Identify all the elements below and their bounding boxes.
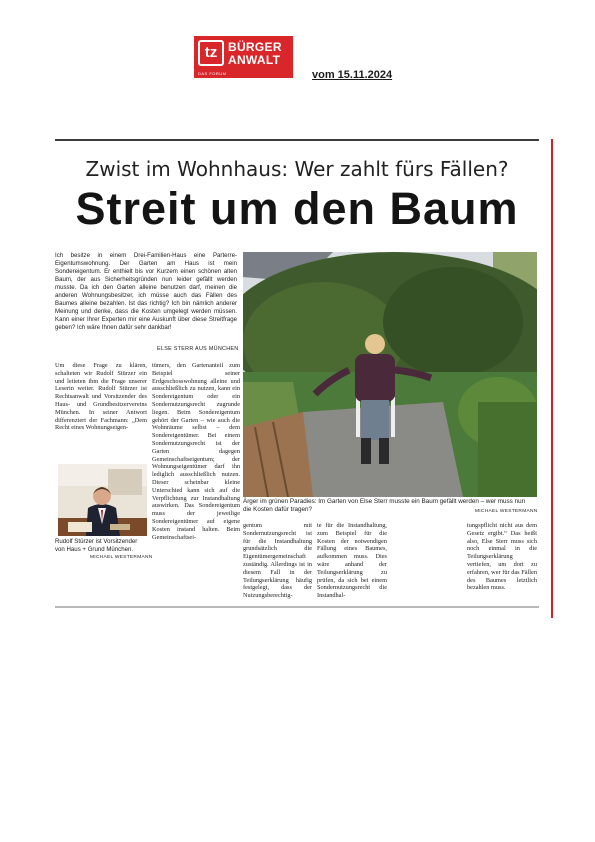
buergeranwalt-logo [194,36,293,78]
garden-photo-credit: MICHAEL WESTERMANN [475,509,538,514]
article-column-3: gentum mit Sondernutzungsrecht ist für die Instandhaltung grundsätzlich die Eigentümergemeinschaft zuständig. Allerdings ist in diesem Fall in der Teilungserklärung häufig festgelegt, dass der Nutzungsberechtig- [243,522,312,600]
article-column-2: tümers, den Gartenanteil zum Beispiel seiner Erdgeschosswohnung alleine und ausschließlich zu nutzen, kann ein Sondereigentum oder ein Sondernutzungsrecht zugrunde liegen. Beim Sondereigentum gehört der Garten – wie auch die Wohnräume selbst – dem Sondereigentümer. Bei einem Sondernutzungsrecht ist der Garten dagegen Gemeinschaftseigentum; der Wohnungseigentümer darf ihn lediglich ausschließlich nutzen. Dieser scheinbar kleine Unterschied kann sich auf die Verpflichtung zur Instandhaltung auswirken. Das Sondereigentum muss der jeweilige Sondereigentümer auf eigene Kosten instand halten. Beim Gemeinschaftsei- [152,362,240,541]
tz-logo-mark: tz [198,40,224,66]
portrait-photo-credit: MICHAEL WESTERMANN [90,555,153,560]
article-column-4: te für die Instandhaltung, zum Beispiel für die Kosten der notwendigen Fällung eines Baumes, aufkommen muss. Dies wäre anhand der Teilungserklärung zu prüfen, da sich bei einem Sondernutzungsrecht die Instandhal- [317,522,387,600]
question-author: ELSE STERR AUS MÜNCHEN [157,346,239,352]
article-headline: Streit um den Baum [75,183,519,234]
margin-red-line [551,139,553,618]
article-kicker: Zwist im Wohnhaus: Wer zahlt fürs Fällen? [85,157,509,181]
reader-question: Ich besitze in einem Drei-Familien-Haus eine Parterre-Eigentumswohnung. Der Garten am Haus ist mein Sondereigentum. Er enthielt bis vor Kurzem einen schönen alten Baum, der aus Sicherheitsgründen nun leider gefällt werden musste. Da ich den Garten alleine benutzen darf, meinen die anderen Wohnungsbesitzer, ich müsse auch das Fällen des Baumes alleine bezahlen. Ist das richtig? Ich bin nämlich anderer Meinung und denke, dass die Kosten umgelegt werden müssen. Kann einer Ihrer Experten mir eine Auskunft über diese Streitfrage geben? Ich wäre Ihnen dafür sehr dankbar! [55,252,237,331]
publication-date: vom 15.11.2024 [312,69,393,81]
portrait-caption: Rudolf Stürzer ist Vorsitzender von Haus + Grund München. [55,538,138,553]
bottom-rule [55,606,539,608]
logo-line-2: ANWALT [228,53,281,67]
top-rule [55,139,539,141]
logo-subline: DAS FORUM [198,71,227,76]
newspaper-clipping [55,139,539,609]
logo-line-1: BÜRGER [228,40,282,54]
garden-photo [243,252,537,497]
article-column-1: Um diese Frage zu klären, schalteten wir Rudolf Stürzer ein und leiteten ihm die Frage unserer Leserin weiter. Rudolf Stürzer ist Rechtsanwalt und Vorsitzender des Haus- und Grundbesitzervereins München. In seiner Antwort differenziert der Fachmann: „Dem Recht eines Wohnungseigen- [55,362,147,432]
article-column-5: tungspflicht nicht aus dem Gesetz ergibt.“ Das heißt also, Else Sterr muss sich noch einmal in die Teilungserklärung vertiefen, um dort zu erfahren, wer für das Fällen des Baumes letztlich bezahlen muss. [467,522,537,592]
portrait-photo [58,464,147,536]
garden-photo-caption: Ärger im grünen Paradies: Im Garten von Else Sterr musste ein Baum gefällt werden – wer muss nun die Kosten dafür tragen? [243,498,526,513]
